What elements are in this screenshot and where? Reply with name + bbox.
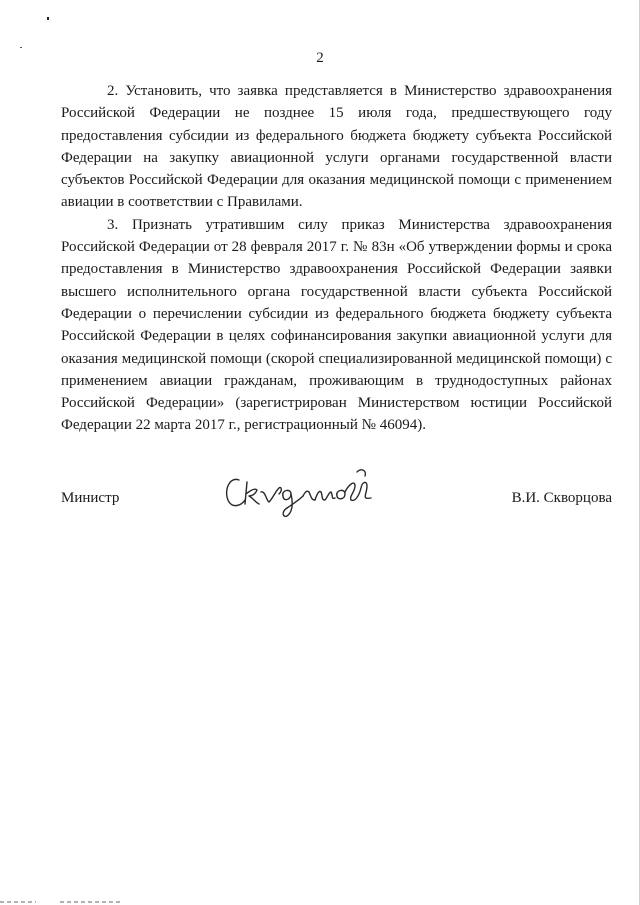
- page-number: 2: [316, 50, 324, 66]
- handwritten-signature: [221, 462, 381, 522]
- scan-speck: [20, 47, 22, 48]
- signature-block: [61, 462, 612, 522]
- signatory-name: В.И. Скворцова: [511, 490, 612, 506]
- document-body: [61, 80, 612, 437]
- paragraph-3: 3. Признать утратившим силу приказ Министерства здравоохранения Российской Федерации от 28 февраля 2017 г. № 83н «Об утверждении формы и срока предоставления в Министерство здравоохранения Российской Федерации заявки высшего исполнительного органа государственной власти субъекта Российской Федерации о перечислении субсидии из федерального бюджета бюджету субъекта Российской Федерации в целях софинансирования закупки авиационной услуги для оказания медицинской помощи (скорой специализированной медицинской помощи) с применением авиации гражданам, проживающим в труднодоступных районах Российской Федерации» (зарегистрирован Министерством юстиции Российской Федерации 22 марта 2017 г., регистрационный № 46094).: [61, 216, 612, 434]
- scan-speck: [47, 17, 49, 20]
- paragraph-2: 2. Установить, что заявка представляется в Министерство здравоохранения Российской Федерации не позднее 15 июля года, предшествующего году предоставления субсидии из федерального бюджета бюджету субъекта Российской Федерации на закупку авиационной услуги органами государственной власти субъектов Российской Федерации для оказания медицинской помощи с применением авиации в соответствии с Правилами.: [61, 83, 612, 211]
- scan-edge-artifact: [0, 897, 160, 905]
- signatory-role: Министр: [61, 490, 120, 506]
